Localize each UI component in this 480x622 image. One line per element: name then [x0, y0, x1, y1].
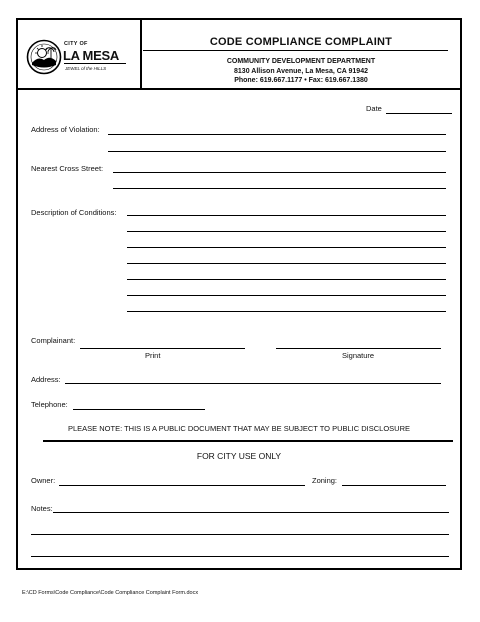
- telephone-field[interactable]: [73, 409, 205, 410]
- telephone-label: Telephone:: [31, 400, 68, 409]
- complainant-label: Complainant:: [31, 336, 76, 345]
- logo-city-of: CITY OF: [64, 41, 88, 47]
- logo-city-name: LA MESA: [63, 48, 119, 63]
- date-label: Date: [366, 104, 382, 113]
- description-line-4[interactable]: [127, 263, 446, 264]
- nearest-cross-street-field[interactable]: [113, 172, 446, 173]
- header-rule: [16, 88, 462, 90]
- footer-file-path: E:\CD Forms\Code Compliance\Code Compliance Complaint Form.docx: [22, 590, 199, 596]
- address-of-violation-label: Address of Violation:: [31, 125, 100, 134]
- form-frame: [16, 18, 462, 570]
- notes-line-1[interactable]: [53, 512, 449, 513]
- notes-label: Notes:: [31, 504, 53, 513]
- nearest-cross-street-field-2[interactable]: [113, 188, 446, 189]
- seal-icon: [26, 39, 62, 75]
- description-line-7[interactable]: [127, 311, 446, 312]
- complainant-print-field[interactable]: [80, 348, 245, 349]
- logo-underline: [64, 63, 126, 64]
- city-use-heading: FOR CITY USE ONLY: [196, 451, 282, 461]
- description-line-1[interactable]: [127, 215, 446, 216]
- description-line-3[interactable]: [127, 247, 446, 248]
- description-line-2[interactable]: [127, 231, 446, 232]
- title-rule: [143, 50, 448, 51]
- logo-tagline: JEWEL of the HILLS: [65, 66, 107, 71]
- print-caption: Print: [145, 351, 161, 360]
- signature-caption: Signature: [342, 351, 375, 360]
- owner-field[interactable]: [59, 485, 305, 486]
- owner-label: Owner:: [31, 476, 56, 485]
- notes-line-3[interactable]: [31, 556, 449, 557]
- description-label: Description of Conditions:: [31, 208, 117, 217]
- public-disclosure-notice: PLEASE NOTE: THIS IS A PUBLIC DOCUMENT THAT MAY BE SUBJECT TO PUBLIC DISCLOSURE: [67, 424, 411, 433]
- complainant-address-label: Address:: [31, 375, 61, 384]
- address-of-violation-field-2[interactable]: [108, 151, 446, 152]
- description-line-5[interactable]: [127, 279, 446, 280]
- notes-line-2[interactable]: [31, 534, 449, 535]
- date-field[interactable]: [386, 113, 452, 114]
- department-phone-fax: Phone: 619.667.1177 • Fax: 619.667.1380: [234, 77, 368, 84]
- zoning-label: Zoning:: [312, 476, 338, 485]
- notice-rule: [43, 440, 453, 442]
- description-line-6[interactable]: [127, 295, 446, 296]
- zoning-field[interactable]: [342, 485, 446, 486]
- department-address: 8130 Allison Avenue, La Mesa, CA 91942: [234, 68, 368, 75]
- department-name: COMMUNITY DEVELOPMENT DEPARTMENT: [226, 58, 376, 65]
- city-seal-logo: [26, 39, 62, 75]
- complainant-signature-field[interactable]: [276, 348, 441, 349]
- complainant-address-field[interactable]: [65, 383, 441, 384]
- nearest-cross-street-label: Nearest Cross Street:: [31, 164, 104, 173]
- form-title: CODE COMPLIANCE COMPLAINT: [209, 36, 393, 48]
- address-of-violation-field[interactable]: [108, 134, 446, 135]
